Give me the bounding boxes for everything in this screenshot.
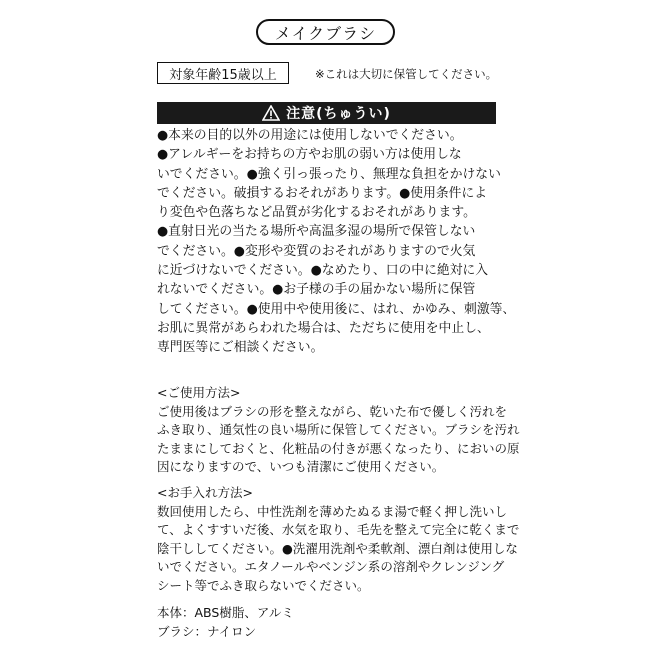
caution-line: お肌に異常があらわれた場合は、ただちに使用を中止し、 <box>157 320 490 336</box>
care-section <box>157 484 520 595</box>
age-label: 対象年齢15歳以上 <box>157 62 289 84</box>
material-body: 本体：ABS樹脂、アルミ <box>157 605 294 620</box>
caution-line: ●直射日光の当たる場所や高温多湿の場所で保管しない <box>157 224 476 240</box>
caution-line: ●アレルギーをお持ちの方やお肌の弱い方は使用しな <box>157 147 462 163</box>
caution-line: いでください。●強く引っ張ったり、無理な負担をかけない <box>157 166 501 182</box>
usage-section <box>157 384 520 477</box>
materials-section <box>157 604 507 641</box>
caution-text <box>157 126 516 358</box>
care-line: 陰干ししてください。●洗濯用洗剤や柔軟剤、漂白剤は使用しな <box>157 540 518 556</box>
care-heading: <お手入れ方法> <box>157 485 253 500</box>
caution-line: してください。●使用中や使用後に、はれ、かゆみ、刺激等、 <box>157 301 516 317</box>
caution-line: 専門医等にご相談ください。 <box>157 340 324 356</box>
caution-line: でください。●変形や変質のおそれがありますので火気 <box>157 243 476 259</box>
care-line: て、よくすすいだ後、水気を取り、毛先を整えて完全に乾くまで <box>157 522 520 537</box>
usage-heading: <ご使用方法> <box>157 385 241 400</box>
usage-line: ふき取り、通気性の良い場所に保管してください。ブラシを汚れ <box>157 422 520 437</box>
care-line: 数回使用したら、中性洗剤を薄めたぬるま湯で軽く押し洗いし <box>157 503 508 519</box>
material-brush: ブラシ：ナイロン <box>157 623 257 639</box>
usage-line: 因になりますので、いつも清潔にご使用ください。 <box>157 459 445 474</box>
product-title: メイクブラシ <box>256 19 395 45</box>
usage-line: たままにしておくと、化粧品の付きが悪くなったり、においの原 <box>157 440 520 456</box>
caution-heading: 注意(ちゅうい) <box>286 106 391 122</box>
caution-line: でください。破損するおそれがあります。●使用条件によ <box>157 185 488 201</box>
warning-triangle-icon <box>262 105 280 121</box>
keep-note: ※これは大切に保管してください。 <box>315 67 498 81</box>
caution-line: ●本来の目的以外の用途には使用しないでください。 <box>157 128 463 143</box>
caution-header <box>157 102 496 124</box>
usage-line: ご使用後はブラシの形を整えながら、乾いた布で優しく汚れを <box>157 403 508 419</box>
care-line: いでください。エタノールやベンジン系の溶剤やクレンジング <box>157 559 505 574</box>
caution-line: に近づけないでください。●なめたり、口の中に絶対に入 <box>157 263 489 279</box>
caution-line: れないでください。●お子様の手の届かない場所に保管 <box>157 282 476 298</box>
caution-line: り変色や色落ちなど品質が劣化するおそれがあります。 <box>157 205 476 221</box>
care-line: シート等でふき取らないでください。 <box>157 577 370 593</box>
